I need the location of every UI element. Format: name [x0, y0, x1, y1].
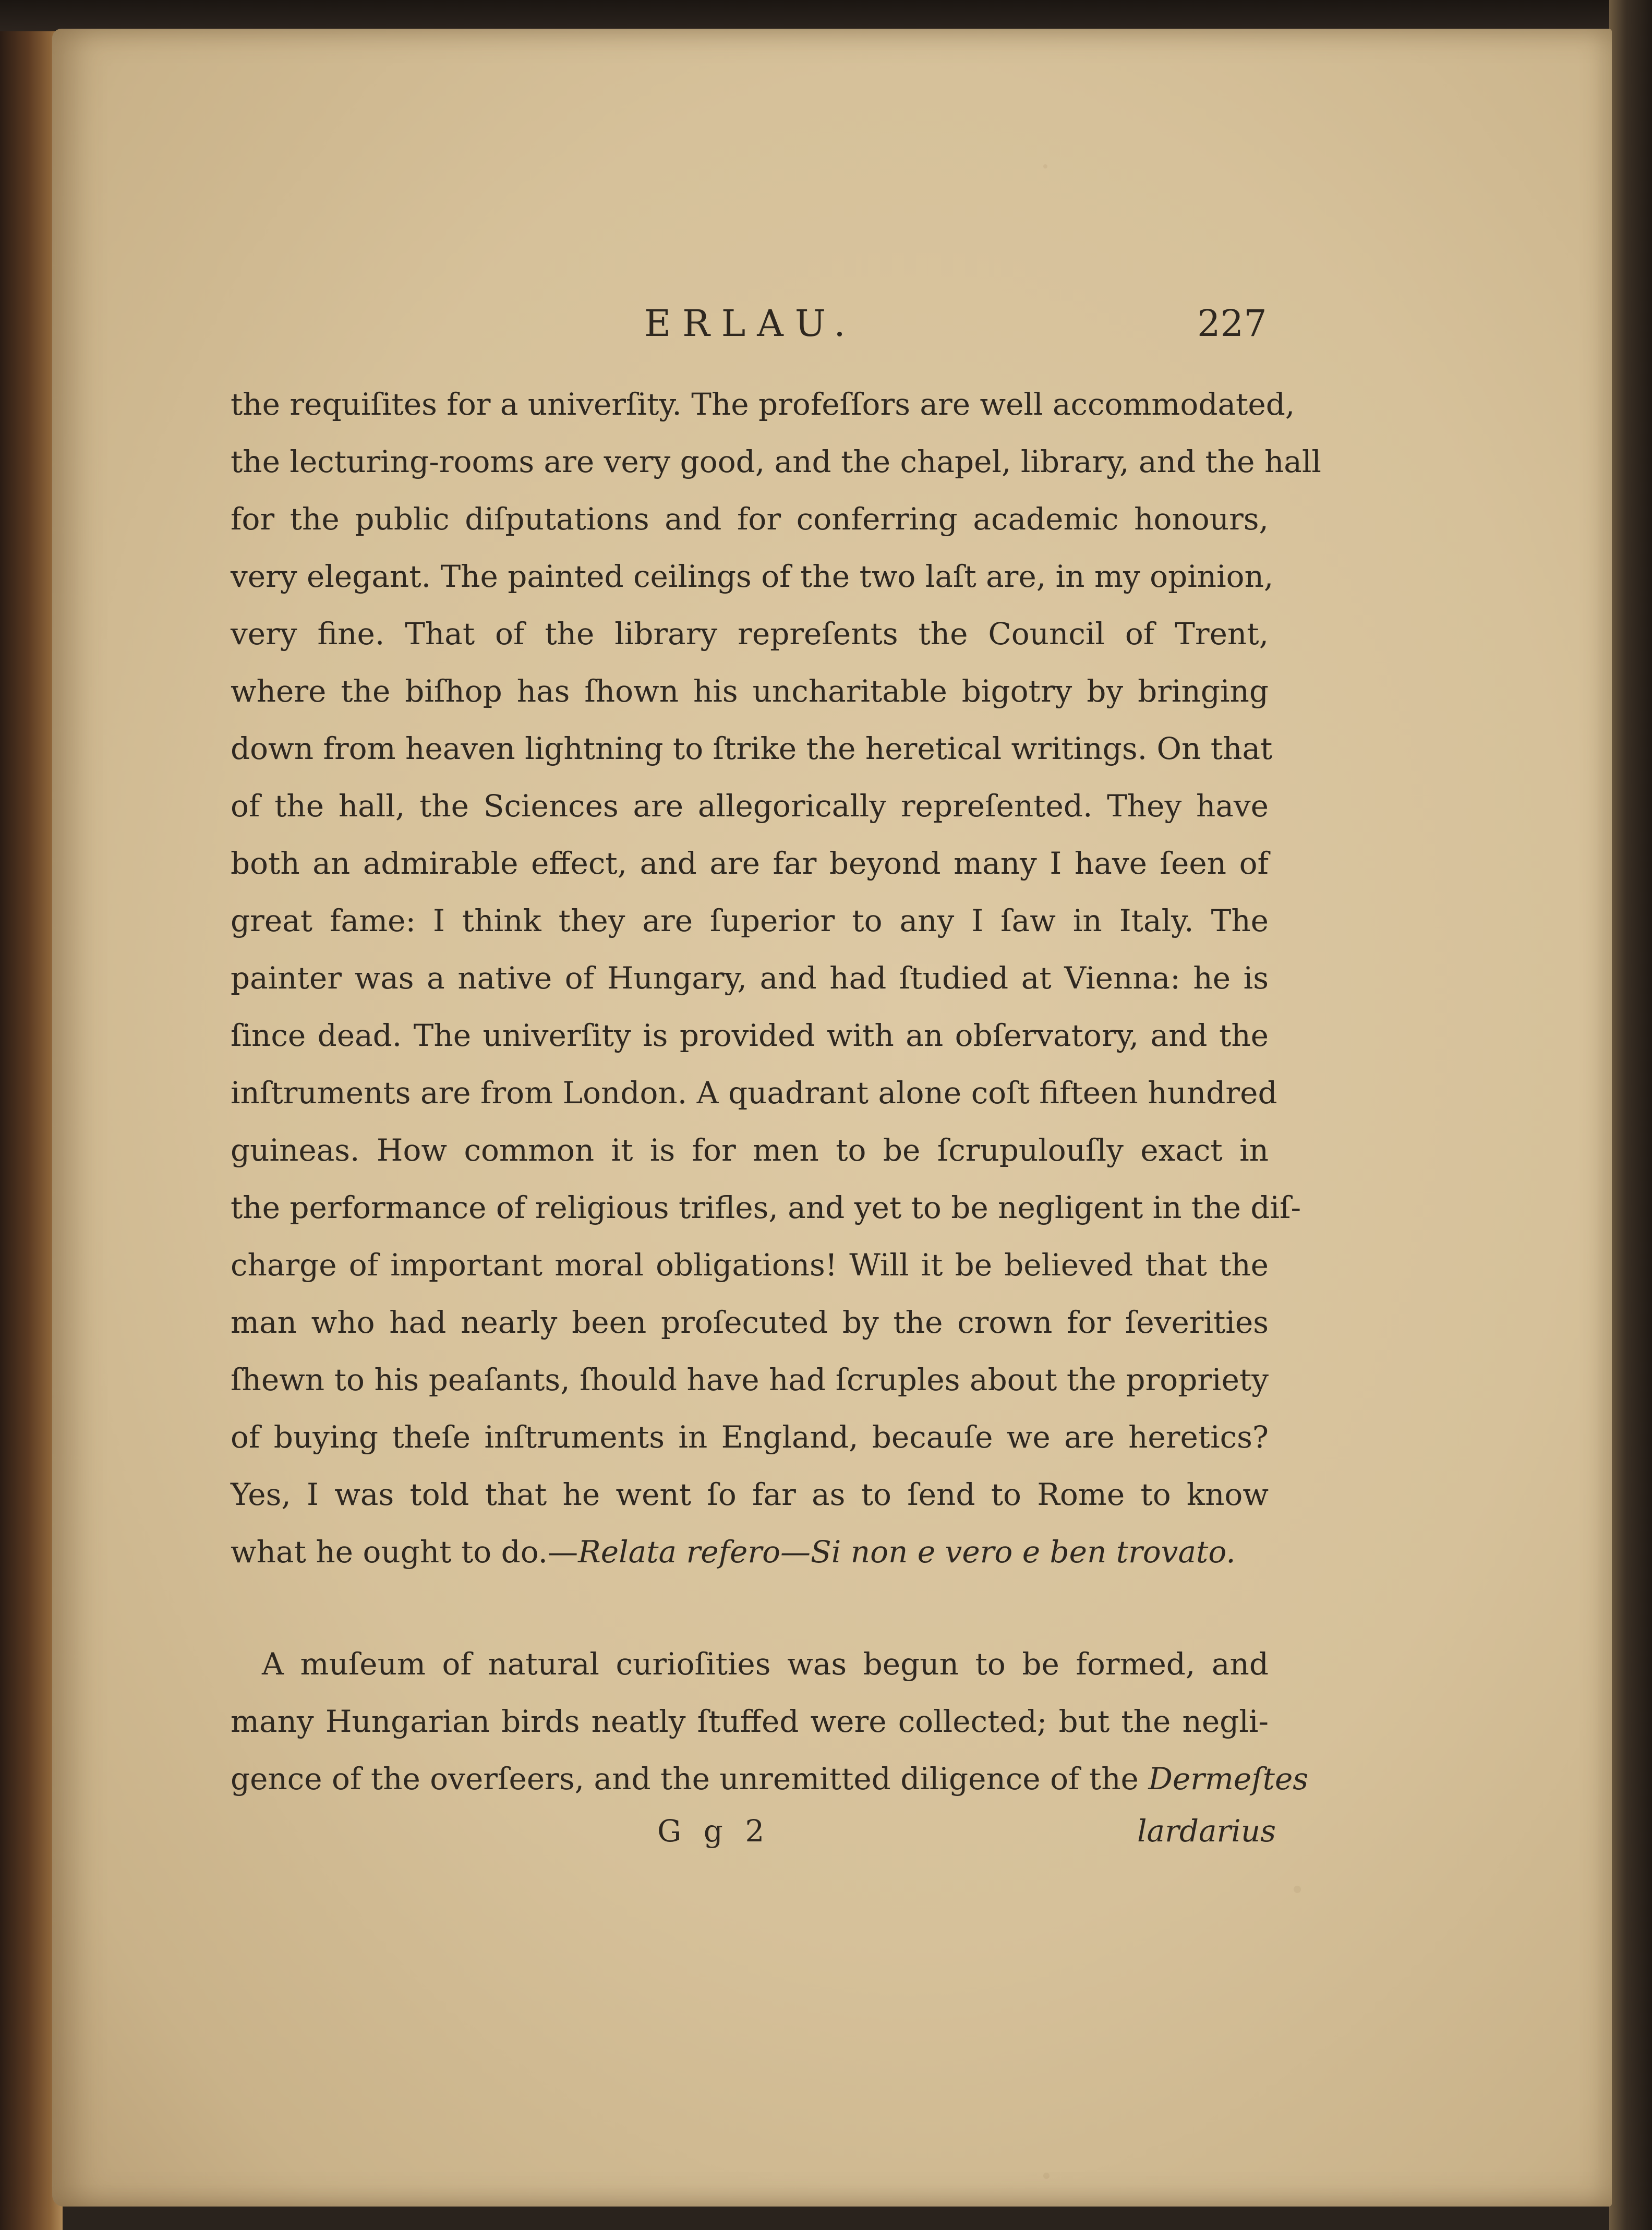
text-line: ſince dead. The univerſity is provided with an obſervatory, and the — [231, 1018, 1269, 1053]
text-line: very fine. That of the library repreſents the Council of Trent, — [231, 616, 1269, 652]
text-line: down from heaven lightning to ſtrike the heretical writings. On that — [231, 731, 1273, 766]
species-name: Dermeſtes — [1148, 1761, 1309, 1797]
foxing-spot — [1043, 2173, 1050, 2179]
signature-mark: G g 2 — [657, 1813, 771, 1849]
foxing-spot — [1294, 1886, 1301, 1893]
latin-quotation: Relata refero—Si non e vero e ben trovato. — [578, 1534, 1236, 1570]
text-line: many Hungarian birds neatly ſtuffed were collected; but the negli- — [231, 1704, 1269, 1739]
text-line: Yes, I was told that he went ſo far as to ſend to Rome to know — [231, 1477, 1269, 1512]
text-line: the performance of religious trifles, and yet to be negligent in the diſ- — [231, 1190, 1301, 1225]
text-line: charge of important moral obligations! Will it be believed that the — [231, 1247, 1269, 1283]
text-line: A muſeum of natural curioſities was begun to be formed, and — [262, 1646, 1269, 1682]
text-line: where the biſhop has ſhown his uncharitable bigotry by bringing — [231, 673, 1269, 709]
page-number: 227 — [1197, 302, 1267, 345]
text-line: guineas. How common it is for men to be ſcrupulouſly exact in — [231, 1132, 1269, 1168]
running-head-title: ERLAU. — [644, 302, 857, 345]
catchword: lardarius — [1137, 1813, 1276, 1849]
text-line: both an admirable effect, and are far beyond many I have ſeen of — [231, 846, 1269, 881]
text-line-last — [231, 1750, 1309, 1807]
text-line: of the hall, the Sciences are allegorically repreſented. They have — [231, 788, 1269, 824]
text-line: painter was a native of Hungary, and had ſtudied at Vienna: he is — [231, 960, 1269, 996]
paragraph-1 — [231, 376, 1321, 1581]
running-head — [52, 295, 1612, 357]
text-line: the requiſites for a univerſity. The profeſſors are well accommodated, — [231, 387, 1295, 422]
paragraph-2 — [231, 1635, 1309, 1807]
foxing-spot — [1043, 164, 1047, 168]
text-line-last — [231, 1523, 1269, 1581]
text-line: very elegant. The painted ceilings of the two laſt are, in my opinion, — [231, 559, 1274, 594]
text-line: of buying theſe inſtruments in England, becauſe we are heretics? — [231, 1419, 1269, 1455]
text-line: inſtruments are from London. A quadrant alone coſt fifteen hundred — [231, 1075, 1277, 1111]
text-line: great fame: I think they are ſuperior to any I ſaw in Italy. The — [231, 903, 1269, 938]
text-line: ſhewn to his peaſants, ſhould have had ſcruples about the propriety — [231, 1362, 1269, 1397]
text-plain: what he ought to do.— — [231, 1534, 578, 1570]
text-line: for the public diſputations and for conferring academic honours, — [231, 501, 1269, 537]
text-line: man who had nearly been proſecuted by the crown for ſeverities — [231, 1305, 1269, 1340]
text-plain: gence of the overſeers, and the unremitted diligence of the — [231, 1761, 1139, 1797]
page-right-edge — [1609, 0, 1652, 2230]
text-line: the lecturing-rooms are very good, and the chapel, library, and the hall — [231, 444, 1321, 479]
page-footer — [52, 1802, 1612, 1860]
